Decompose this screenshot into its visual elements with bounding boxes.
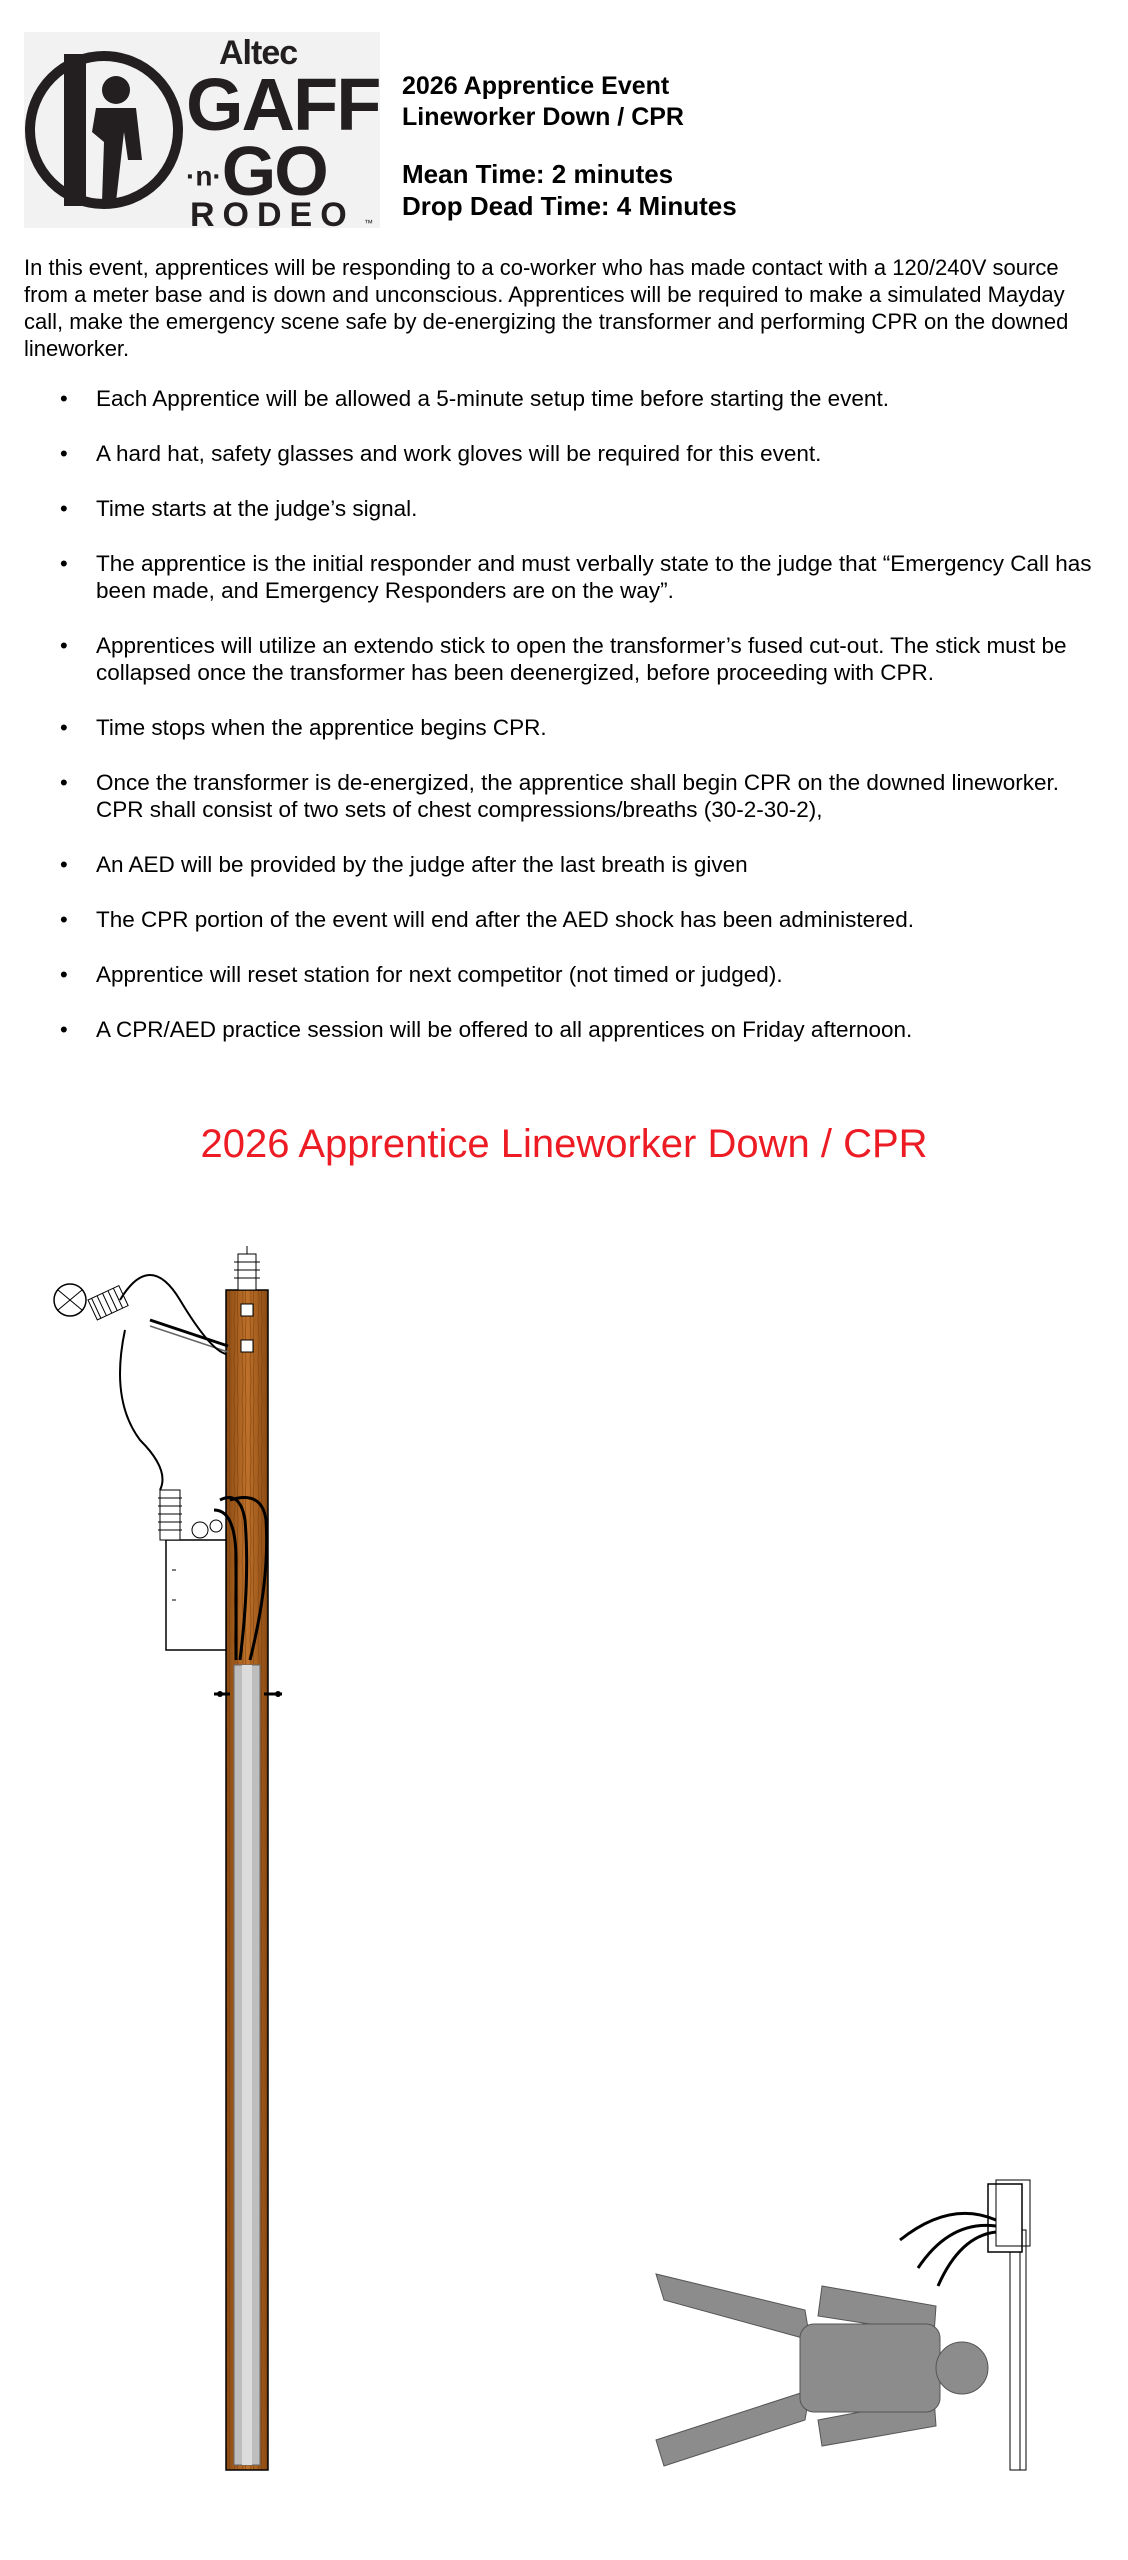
list-item: • Apprentices will utilize an extendo stick to open the transformer’s fused cut-out. The stick must be collapsed once the transformer has been deenergized, before proceeding with CPR. <box>60 633 1067 685</box>
drop-dead-time: Drop Dead Time: 4 Minutes <box>402 191 737 221</box>
logo-gaff-text: GAFF <box>186 63 380 146</box>
list-item: • Each Apprentice will be allowed a 5-minute setup time before starting the event. <box>60 386 889 411</box>
list-item: • The CPR portion of the event will end after the AED shock has been administered. <box>60 907 914 932</box>
intro-paragraph: In this event, apprentices will be responding to a co-worker who has made contact with a 120/240V source from a meter base and is down and unconscious. Apprentices will be required to make a simulated Mayday call, make the emergency scene safe by de-energizing the transformer and performing CPR on the downed lineworker. <box>24 255 1069 361</box>
fused-cut-out <box>54 1275 228 1490</box>
list-item: • A CPR/AED practice session will be offered to all apprentices on Friday afternoon. <box>60 1017 913 1042</box>
logo-n-go-text: ·n·GO <box>186 132 327 210</box>
list-item: • Time stops when the apprentice begins CPR. <box>60 715 547 740</box>
logo-rodeo-text: RODEO <box>190 196 355 234</box>
riser-conduit <box>214 1665 282 2465</box>
list-item: • An AED will be provided by the judge after the last breath is given <box>60 852 748 877</box>
list-item: • Once the transformer is de-energized, the apprentice shall begin CPR on the downed lineworker. CPR shall consist of two sets of chest compressions/breaths (30-2-30-2), <box>60 770 1060 822</box>
event-title: 2026 Apprentice Event <box>402 72 670 100</box>
event-subtitle: Lineworker Down / CPR <box>402 103 684 131</box>
list-item: • Time starts at the judge’s signal. <box>60 496 418 521</box>
altec-brand: Altec <box>219 34 298 72</box>
trademark-symbol: ™ <box>364 218 373 228</box>
list-item: • The apprentice is the initial responder and must verbally state to the judge that “Emergency Call has been made, and Emergency Responders are on the way”. <box>60 551 1092 603</box>
diagram-title: 2026 Apprentice Lineworker Down / CPR <box>200 1122 928 1166</box>
downed-lineworker-figure <box>656 2274 988 2466</box>
mean-time: Mean Time: 2 minutes <box>402 159 674 189</box>
list-item: • Apprentice will reset station for next competitor (not timed or judged). <box>60 962 783 987</box>
list-item: • A hard hat, safety glasses and work gloves will be required for this event. <box>60 441 822 466</box>
